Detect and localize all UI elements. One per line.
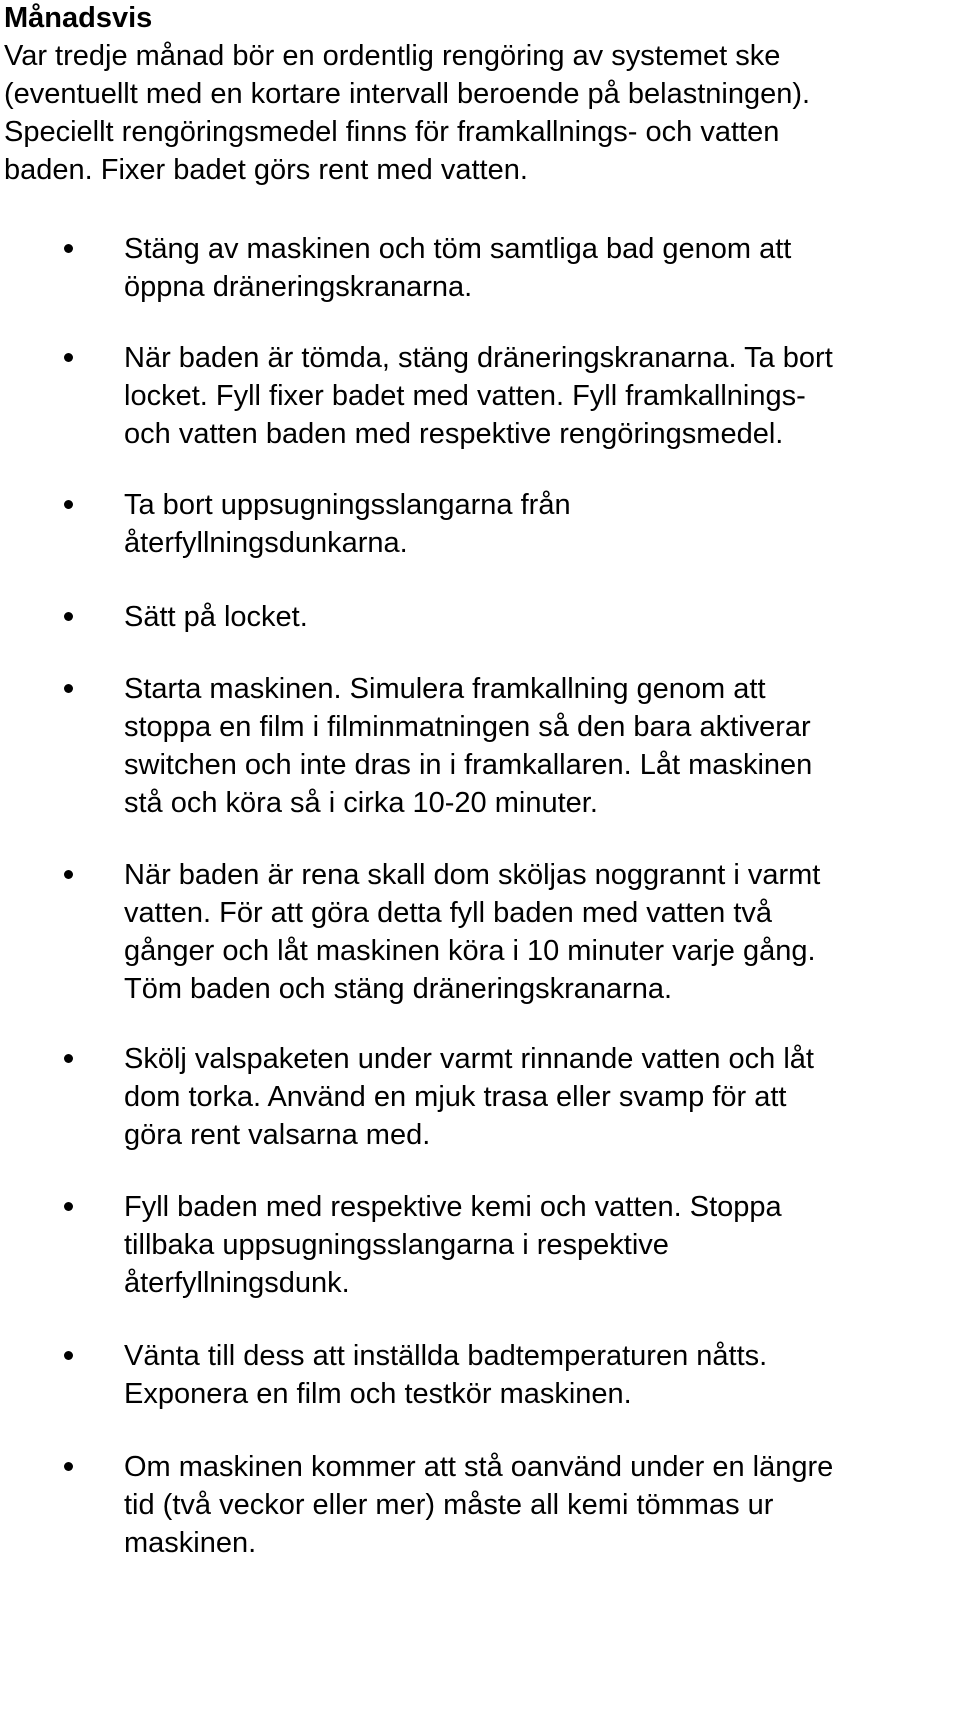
bullet-icon (64, 244, 73, 253)
list-item-text: När baden är rena skall dom sköljas noggrannt i varmt vatten. För att göra detta fyll baden med vatten två gånger och låt maskinen köra i 10 minuter varje gång. Töm baden och stäng dräneringskranarna. (124, 859, 821, 1005)
list-item-text: Sätt på locket. (124, 601, 308, 633)
list-item-text: Fyll baden med respektive kemi och vatten. Stoppa tillbaka uppsugningsslangarna i respektive återfyllningsdunk. (124, 1191, 782, 1299)
list-item-text: Stäng av maskinen och töm samtliga bad genom att öppna dräneringskranarna. (124, 233, 792, 303)
list-item-text: När baden är tömda, stäng dräneringskranarna. Ta bort locket. Fyll fixer badet med vatten. Fyll framkallnings- och vatten baden med respektive rengöringsmedel. (124, 342, 833, 450)
bullet-icon (64, 1202, 73, 1211)
list-item-text: Om maskinen kommer att stå oanvänd under en längre tid (två veckor eller mer) måste all kemi tömmas ur maskinen. (124, 1451, 834, 1559)
bullet-icon (64, 1054, 73, 1063)
list-item-text: Skölj valspaketen under varmt rinnande vatten och låt dom torka. Använd en mjuk trasa eller svamp för att göra rent valsarna med. (124, 1043, 814, 1151)
bullet-icon (64, 684, 73, 693)
section-heading: Månadsvis (4, 2, 153, 34)
list-item-text: Vänta till dess att inställda badtemperaturen nåtts. Exponera en film och testkör maskinen. (124, 1340, 768, 1410)
bullet-icon (64, 353, 73, 362)
bullet-icon (64, 1351, 73, 1360)
list-item-text: Ta bort uppsugningsslangarna från återfyllningsdunkarna. (124, 489, 571, 559)
intro-paragraph: Var tredje månad bör en ordentlig rengöring av systemet ske (eventuellt med en kortare intervall beroende på belastningen). Speciellt rengöringsmedel finns för framkallnings- och vatten baden. Fixer badet görs rent med vatten. (4, 40, 811, 186)
bullet-icon (64, 612, 73, 621)
bullet-icon (64, 500, 73, 509)
bullet-icon (64, 1462, 73, 1471)
bullet-icon (64, 870, 73, 879)
list-item-text: Starta maskinen. Simulera framkallning genom att stoppa en film i filminmatningen så den bara aktiverar switchen och inte dras in i framkallaren. Låt maskinen stå och köra så i cirka 10-20 minuter. (124, 673, 813, 819)
